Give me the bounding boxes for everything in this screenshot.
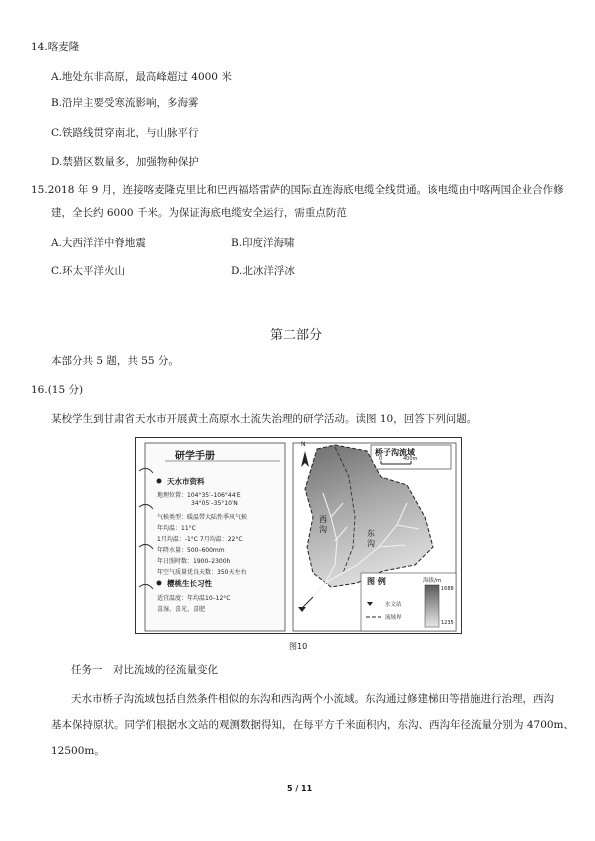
north-label: N xyxy=(301,441,306,448)
handbook-line-cherry-temp: 适宜温度：年均温10–12°C xyxy=(157,595,231,602)
map-scale-left: 0 xyxy=(379,456,383,462)
map-title: 桥子沟流域 xyxy=(375,448,415,457)
part-intro: 本部分共 5 题，共 55 分。 xyxy=(51,355,179,367)
q14-stem: 14.喀麦隆 xyxy=(31,41,80,53)
elevation-ramp xyxy=(425,585,439,627)
label-east-gully: 东沟 xyxy=(367,529,375,548)
handbook-line-climate: 气候类型：暖温带大陆性季风气候 xyxy=(157,514,248,521)
handbook-line-precip: 年降水量：500–600mm xyxy=(157,547,225,554)
figure-caption: 图10 xyxy=(289,642,308,651)
map-scale-right: 400m xyxy=(403,456,418,462)
handbook-bullet-2 xyxy=(157,581,162,586)
legend-boundary-label: 流域界 xyxy=(385,615,402,621)
q14-option-d: D.禁猎区数量多，加强物种保护 xyxy=(51,156,199,168)
task1-para-line2: 基本保持原状。同学们根据水文站的观测数据得知，在每平方千米面积内，东沟、西沟年径流量分别为 4700m、 xyxy=(51,719,575,731)
q15-option-d: D.北冰洋浮冰 xyxy=(231,265,295,277)
handbook-line-annual-temp: 年均温：11°C xyxy=(157,525,196,532)
q14-option-b: B.沿岸主要受寒流影响，多海雾 xyxy=(51,97,199,109)
handbook-line-latitude: 34°05′–35°10′N xyxy=(191,500,238,507)
handbook-title: 研学手册 xyxy=(175,451,215,462)
q16-header: 16.(15 分) xyxy=(31,384,84,396)
part-title: 第二部分 xyxy=(270,328,323,343)
elevation-min: 1235 xyxy=(441,620,454,626)
task1-para-line3: 12500m。 xyxy=(51,745,105,757)
task1-para-line1: 天水市桥子沟流域包括自然条件相似的东沟和西沟两个小流域。东沟通过修建梯田等措施进行治理，西沟 xyxy=(71,693,554,705)
handbook-section2: 樱桃生长习性 xyxy=(167,579,212,588)
handbook-section1: 天水市资料 xyxy=(167,477,205,486)
q15-option-a: A.大西洋洋中脊地震 xyxy=(51,237,146,249)
page-number: 5 / 11 xyxy=(287,784,313,793)
handbook-bullet-1 xyxy=(157,479,162,484)
handbook-line-month-temp: 1月均温：-1°C 7月均温：22°C xyxy=(157,536,243,543)
q15-stem-line2: 建，全长约 6000 千米。为保证海底电缆安全运行，需重点防范 xyxy=(51,207,347,219)
q14-option-c: C.铁路线贯穿南北，与山脉平行 xyxy=(51,127,199,139)
legend-title: 图 例 xyxy=(367,577,386,586)
q15-option-c: C.环太平洋火山 xyxy=(51,265,125,277)
elevation-max: 1688 xyxy=(441,586,454,592)
q14-option-a: A.地处东非高原，最高峰超过 4000 米 xyxy=(51,71,232,83)
legend-station-label: 水文站 xyxy=(385,602,402,608)
q15-stem-line1: 15.2018 年 9 月，连接喀麦隆克里比和巴西福塔雷萨的国际直连海底电缆全线贯通。该电缆由中喀两国企业合作修 xyxy=(31,184,564,196)
figure-10 xyxy=(135,437,462,634)
handbook-line-sunshine: 年日照时数：1900–2300h xyxy=(157,558,231,565)
handbook-line-location: 地理位置：104°35′–106°44′E xyxy=(157,492,241,499)
elevation-title: 海拔/m xyxy=(423,578,442,584)
handbook-line-cherry-habit: 喜湿、喜光、喜肥 xyxy=(157,606,206,613)
label-west-gully: 西沟 xyxy=(319,515,327,534)
q16-stem: 某校学生到甘肃省天水市开展黄土高原水土流失治理的研学活动。读图 10，回答下列问题。 xyxy=(51,413,478,425)
handbook-line-air: 年空气质量优良天数：350天左右 xyxy=(157,569,247,576)
task1-title: 任务一 对比流域的径流量变化 xyxy=(71,664,218,676)
q15-option-b: B.印度洋海啸 xyxy=(231,237,295,249)
